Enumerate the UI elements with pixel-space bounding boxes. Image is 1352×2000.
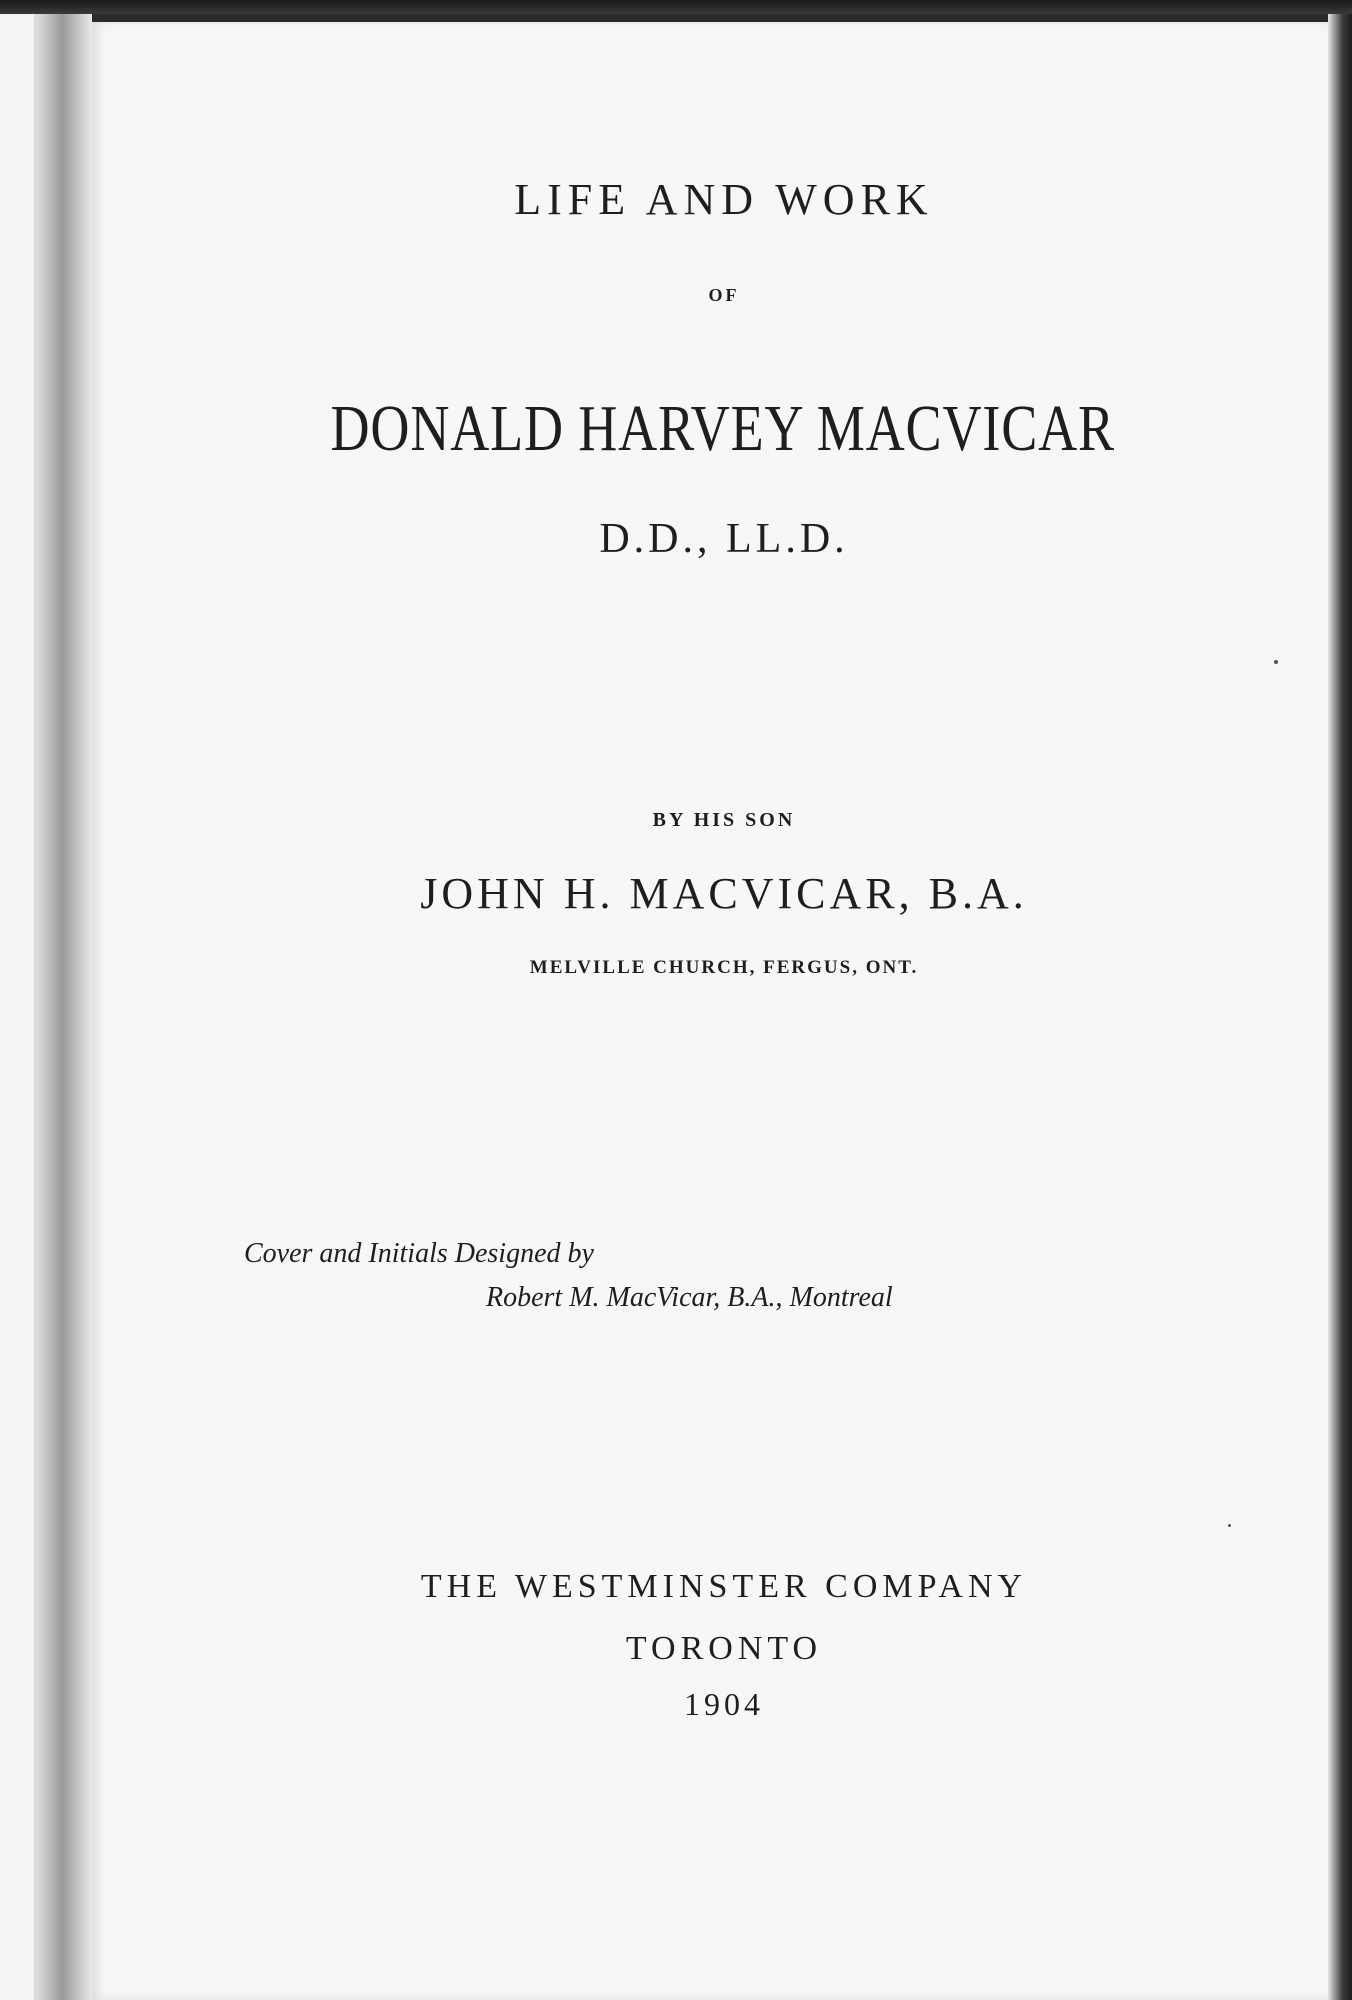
publisher-city: TORONTO [625,1630,823,1667]
paper-speck [1274,660,1278,664]
subject-degrees: D.D., LL.D. [599,516,849,562]
by-line: BY HIS SON [652,809,796,831]
author-name: JOHN H. MACVICAR, B.A. [420,869,1028,918]
title-line-2: OF [708,285,740,305]
credit-line-1: Cover and Initials Designed by [244,1238,594,1269]
paper-speck [1228,1524,1231,1527]
title-page [92,22,1328,2000]
title-line-1: LIFE AND WORK [514,175,934,224]
author-affiliation: MELVILLE CHURCH, FERGUS, ONT. [529,957,919,978]
facing-page-edge [0,14,35,2000]
credit-line-2: Robert M. MacVicar, B.A., Montreal [486,1282,893,1313]
publisher: THE WESTMINSTER COMPANY [420,1568,1028,1605]
subject-name: DONALD HARVEY MACVICAR [330,392,1115,465]
publication-year: 1904 [684,1686,764,1722]
scan-top-border [0,0,1352,14]
